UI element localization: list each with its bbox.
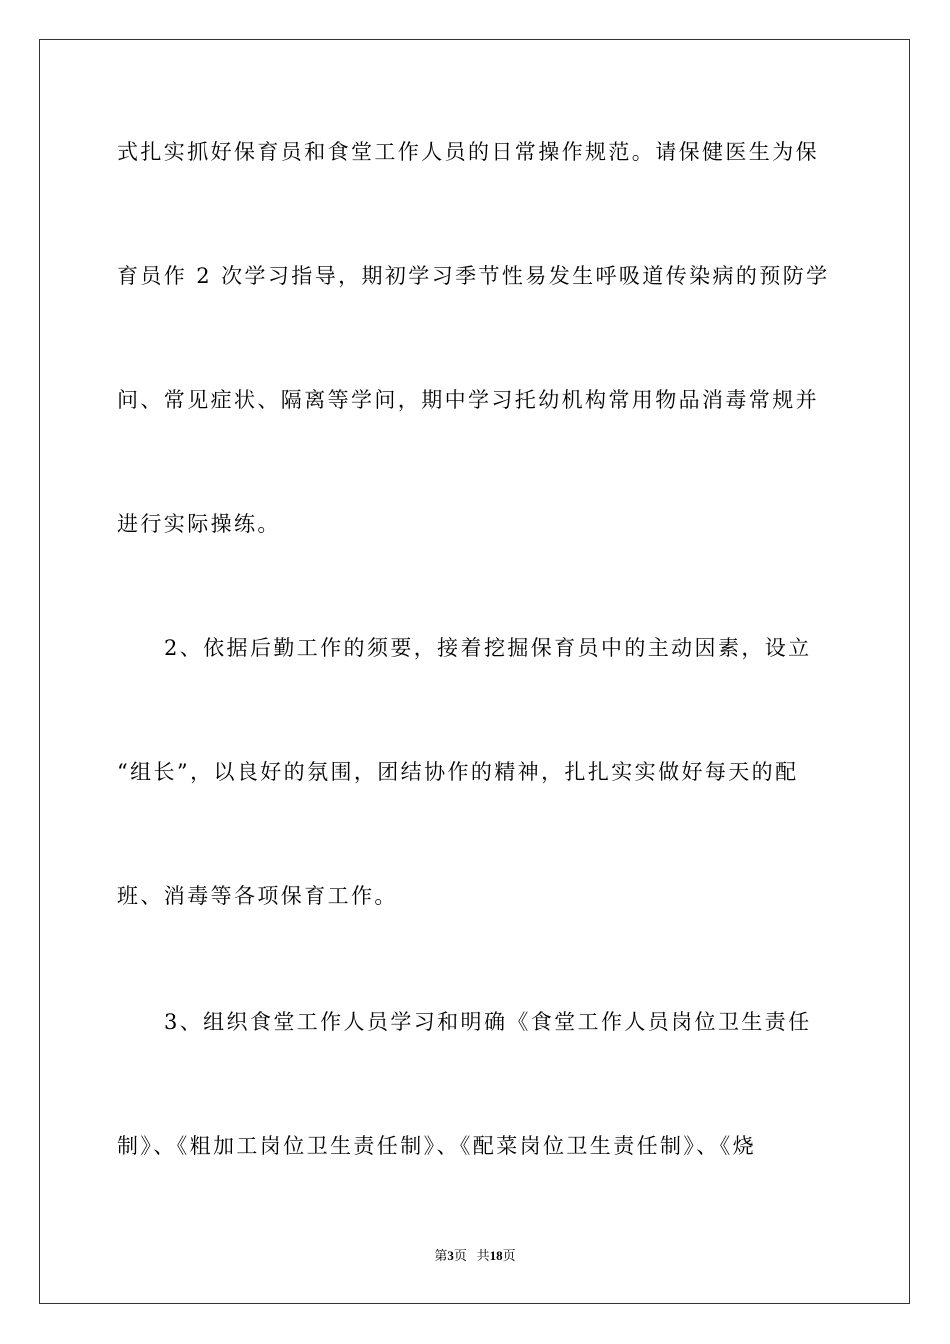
body-line-3: 问、常见症状、隔离等学问，期中学习托幼机构常用物品消毒常规并 (117, 388, 819, 412)
paragraph-2-line-3: 班、消毒等各项保育工作。 (117, 884, 398, 908)
paragraph-3-line-2: 制》、《粗加工岗位卫生责任制》、《配菜岗位卫生责任制》、《烧 (117, 1134, 756, 1158)
paragraph-2-line-1: 2、依据后勤工作的须要，接着挖掘保育员中的主动因素，设立 (164, 636, 812, 660)
page-frame (39, 39, 910, 1304)
footer-total-prefix: 共 (476, 1248, 490, 1263)
footer-page-prefix: 第 (434, 1248, 448, 1263)
footer-page-number: 3 (447, 1248, 454, 1263)
body-line-4: 进行实际操练。 (117, 512, 281, 536)
page-footer (0, 1247, 950, 1265)
body-line-1: 式扎实抓好保育员和食堂工作人员的日常操作规范。请保健医生为保 (117, 140, 819, 164)
paragraph-3-line-1: 3、组织食堂工作人员学习和明确《食堂工作人员岗位卫生责任 (164, 1010, 812, 1034)
paragraph-2-line-2: “组长”，以良好的氛围，团结协作的精神，扎扎实实做好每天的配 (117, 760, 799, 784)
footer-page-suffix: 页 (453, 1248, 467, 1263)
footer-total-suffix: 页 (502, 1248, 516, 1263)
footer-total-pages: 18 (489, 1248, 503, 1263)
body-line-2: 育员作 2 次学习指导，期初学习季节性易发生呼吸道传染病的预防学 (117, 264, 830, 288)
